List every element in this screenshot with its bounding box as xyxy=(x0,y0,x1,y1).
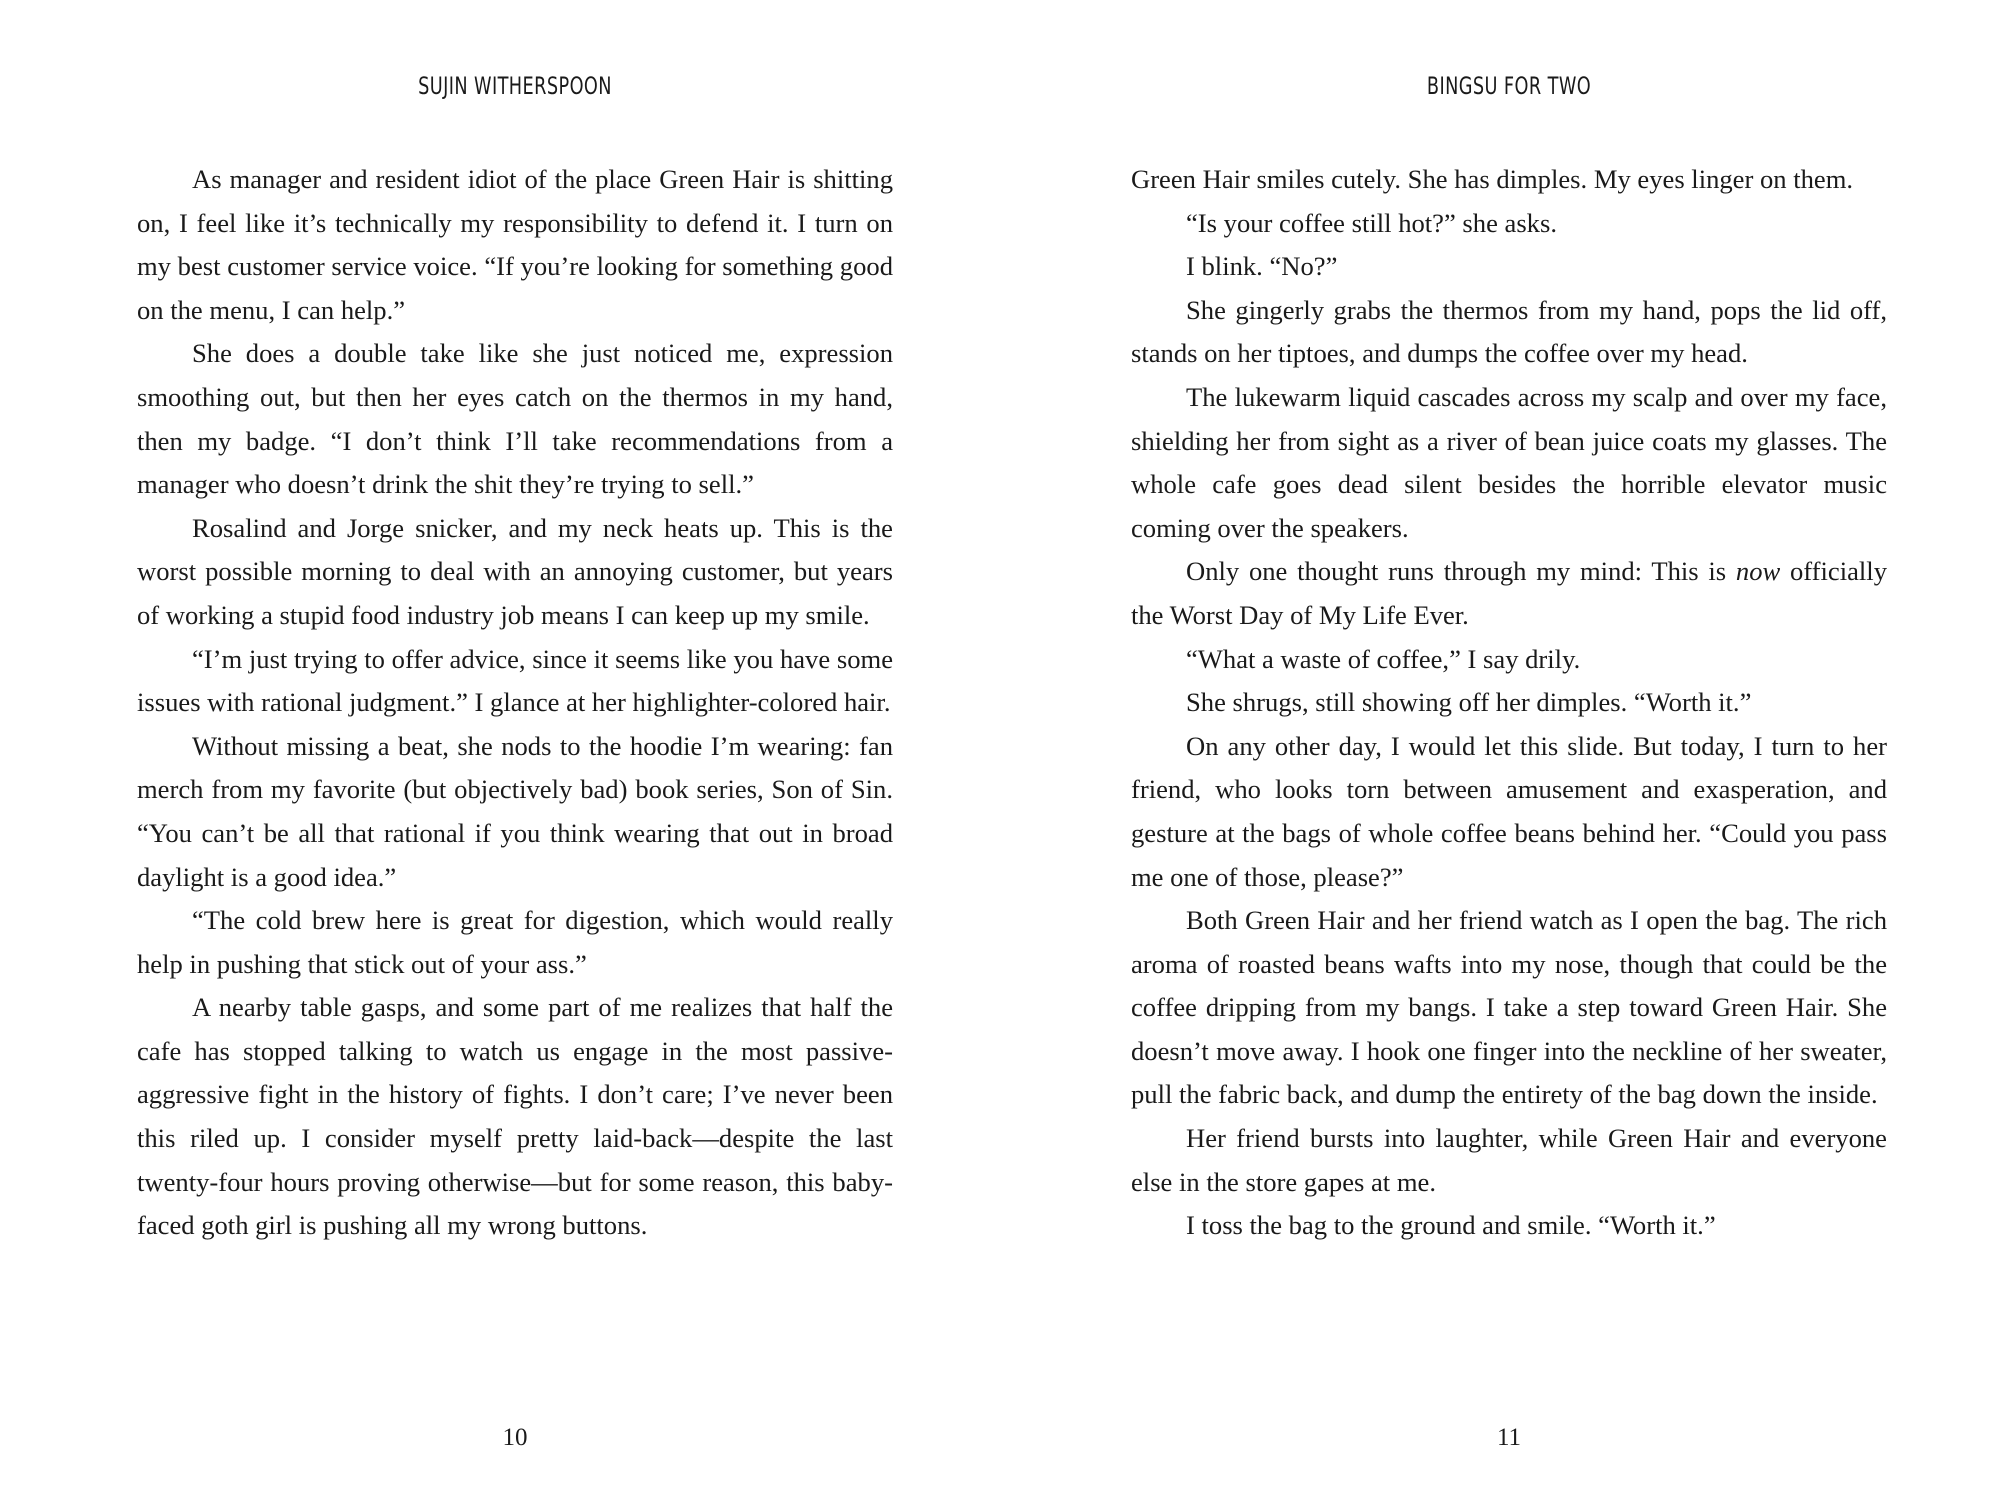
text-run: officially the Worst Day of My Life Ever. xyxy=(1131,556,1887,630)
text-run: Only one thought runs through my mind: This is xyxy=(1186,556,1736,587)
page-number: 10 xyxy=(502,1424,528,1451)
paragraph: She shrugs, still showing off her dimples. “Worth it.” xyxy=(1186,687,1752,718)
paragraph: Both Green Hair and her friend watch as I open the bag. The rich aroma of roasted beans wafts into my nose, though that could be the coffee dripping from my bangs. I take a step toward Green Hair. She doesn’t move away. I hook one finger into the neckline of her sweater, pull the fabric back, and dump the entirety of the bag down the inside. xyxy=(1131,905,1887,1110)
left-page xyxy=(137,0,893,1500)
paragraph: Green Hair smiles cutely. She has dimples. My eyes linger on them. xyxy=(1131,164,1854,194)
paragraph: She gingerly grabs the thermos from my hand, pops the lid off, stands on her tiptoes, and dumps the coffee over my head. xyxy=(1131,294,1887,369)
paragraph: “What a waste of coffee,” I say drily. xyxy=(1186,643,1581,674)
right-page xyxy=(1131,0,1887,1500)
paragraph xyxy=(1131,550,1887,637)
running-head-author: SUJIN WITHERSPOON xyxy=(418,72,612,100)
paragraph: The lukewarm liquid cascades across my scalp and over my face, shielding her from sight as a river of bean juice coats my glasses. The whole cafe goes dead silent besides the horrible elevator music coming over the speakers. xyxy=(1131,381,1887,543)
italic-text: now xyxy=(1735,556,1781,587)
paragraph: “Is your coffee still hot?” she asks. xyxy=(1186,207,1557,238)
paragraph: I blink. “No?” xyxy=(1186,251,1338,282)
paragraph: “I’m just trying to offer advice, since it seems like you have some issues with rational judgment.” I glance at her highlighter-colored hair. xyxy=(137,643,893,718)
page-number: 11 xyxy=(1496,1424,1522,1451)
paragraph: Without missing a beat, she nods to the hoodie I’m wearing: fan merch from my favorite (but objectively bad) book series, Son of Sin. “You can’t be all that rational if you think wearing that out in broad daylight is a good idea.” xyxy=(137,730,893,892)
paragraph: “The cold brew here is great for digestion, which would really help in pushing that stick out of your ass.” xyxy=(137,905,893,979)
paragraph: Her friend bursts into laughter, while Green Hair and everyone else in the store gapes at me. xyxy=(1131,1123,1887,1197)
paragraph: Rosalind and Jorge snicker, and my neck heats up. This is the worst possible morning to deal with an annoying customer, but years of working a stupid food industry job means I can keep up my smile. xyxy=(137,512,893,630)
paragraph: She does a double take like she just noticed me, expression smoothing out, but then her eyes catch on the thermos in my hand, then my badge. “I don’t think I’ll take recommendations from a manager who doesn’t drink the shit they’re trying to sell.” xyxy=(137,338,893,500)
running-head-title: BINGSU FOR TWO xyxy=(1426,72,1592,100)
paragraph: On any other day, I would let this slide. But today, I turn to her friend, who looks torn between amusement and exasperation, and gesture at the bags of whole coffee beans behind her. “Could you pass me one of those, please?” xyxy=(1131,730,1887,892)
paragraph: As manager and resident idiot of the place Green Hair is shitting on, I feel like it’s technically my responsibility to defend it. I turn on my best customer service voice. “If you’re looking for something good on the menu, I can help.” xyxy=(137,164,893,325)
paragraph: I toss the bag to the ground and smile. “Worth it.” xyxy=(1186,1210,1716,1241)
left-page-body xyxy=(137,158,893,1248)
paragraph: A nearby table gasps, and some part of me realizes that half the cafe has stopped talking to watch us engage in the most passive-aggressive fight in the history of fights. I don’t care; I’ve never been this riled up. I consider myself pretty laid-back—despite the last twenty-four hours proving otherwise—but for some reason, this baby-faced goth girl is pushing all my wrong buttons. xyxy=(137,992,893,1241)
right-page-body xyxy=(1131,158,1887,1248)
